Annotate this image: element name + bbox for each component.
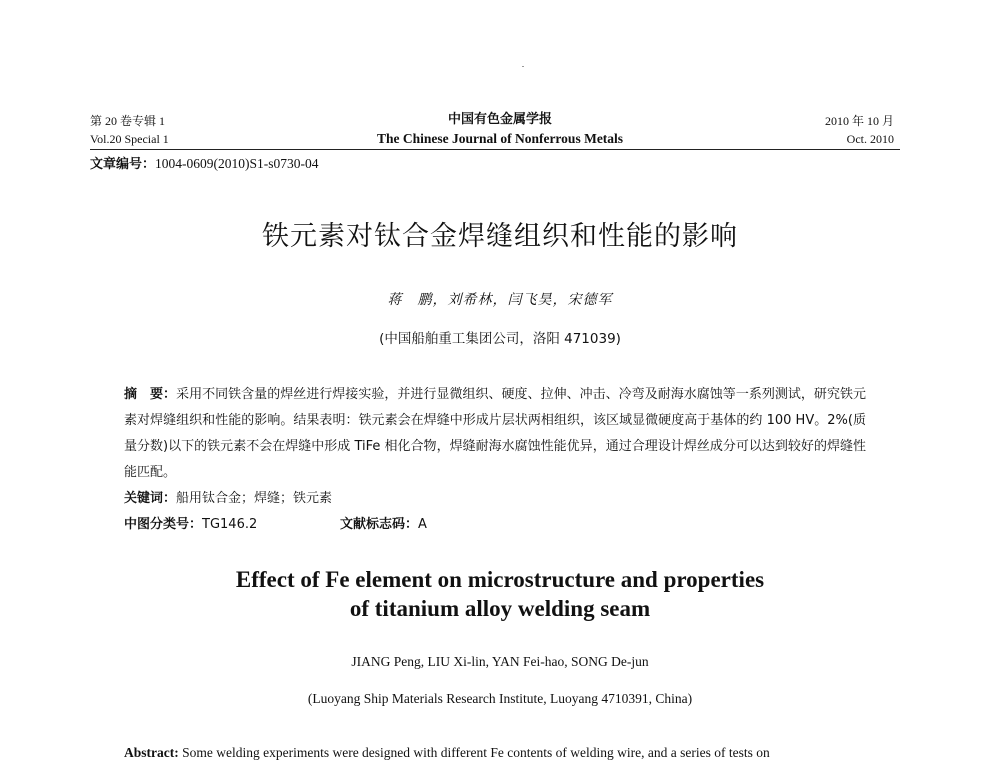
title-en-line1: Effect of Fe element on microstructure and properties [235, 567, 765, 592]
clc-label: 中图分类号： [124, 517, 203, 532]
abstract-cn [124, 382, 866, 486]
title-en [0, 565, 1000, 623]
document-code-label: 文献标志码： [340, 517, 419, 532]
header-date-cn: 2010 年 10 月 [824, 114, 894, 128]
abstract-cn-label: 摘 要： [124, 387, 177, 402]
article-number-label: 文章编号： [90, 157, 156, 172]
abstract-cn-text: 采用不同铁含量的焊丝进行焊接实验，并进行显微组织、硬度、拉伸、冲击、冷弯及耐海水腐蚀等一系列测试，研究铁元素对焊缝组织和性能的影响。结果表明：铁元素会在焊缝中形成片层状两相组织，该区域显微硬度高于基体的约 100 HV。2%(质量分数)以下的铁元素不会在焊缝中形成 TiFe 相化合物，焊缝耐海水腐蚀性能优异，通过合理设计焊丝成分可以达到较好的焊缝性能匹配。 [124, 387, 866, 480]
abstract-en-text: Some welding experiments were designed with different Fe contents of welding wire, and a series of tests on [182, 745, 770, 760]
header-volume-cn: 第 20 卷专辑 1 [90, 114, 166, 128]
clc-value: TG146.2 [202, 517, 258, 532]
title-en-line2: of titanium alloy welding seam [349, 596, 651, 621]
abstract-en [124, 745, 884, 761]
abstract-en-label: Abstract: [124, 745, 179, 760]
article-number [90, 153, 319, 172]
header-rule [90, 149, 900, 150]
clc-number [124, 512, 257, 538]
affiliation-cn: (中国船舶重工集团公司，洛阳 471039) [379, 331, 621, 347]
header-journal-cn: 中国有色金属学报 [447, 112, 552, 127]
header-volume-en: Vol.20 Special 1 [90, 132, 169, 146]
document-code [340, 512, 427, 538]
header-date-en: Oct. 2010 [846, 132, 894, 146]
header-journal-en: The Chinese Journal of Nonferrous Metals [376, 131, 624, 146]
affiliation-en: (Luoyang Ship Materials Research Institute, Luoyang 4710391, China) [307, 691, 693, 706]
keywords-cn [124, 486, 332, 512]
keywords-label: 关键词： [124, 491, 177, 506]
document-code-value: A [418, 517, 427, 532]
keywords-text: 船用钛合金；焊缝；铁元素 [176, 491, 333, 506]
article-number-value: 1004-0609(2010)S1-s0730-04 [155, 156, 319, 171]
authors-en: JIANG Peng, LIU Xi-lin, YAN Fei-hao, SONG De-jun [351, 654, 649, 669]
authors-cn: 蒋 鹏，刘希林，闫飞昊，宋德军 [387, 292, 613, 308]
title-cn: 铁元素对钛合金焊缝组织和性能的影响 [262, 221, 738, 252]
scan-speck [522, 66, 524, 67]
